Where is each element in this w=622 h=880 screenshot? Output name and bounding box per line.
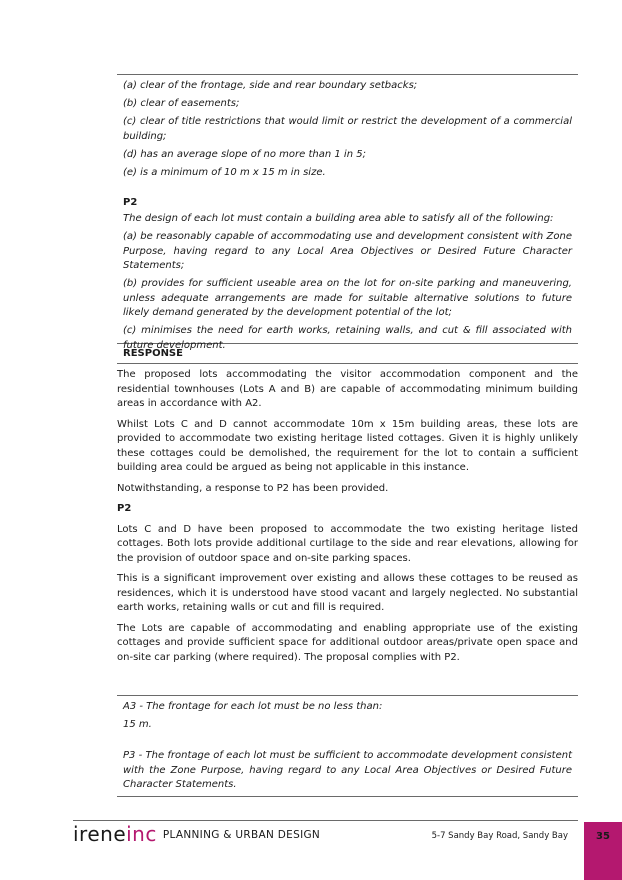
response-body <box>117 368 578 671</box>
criteria-item: (d) has an average slope of no more than 1 in 5; <box>123 148 366 160</box>
criteria-box-a2-p2 <box>117 74 578 351</box>
spacer <box>117 184 578 196</box>
response-paragraph: The proposed lots accommodating the visitor accommodation component and the residential townhouses (Lots A and B) are capable of accommodating minimum building areas in accordance with A2. <box>117 369 578 409</box>
a3-text: A3 - The frontage for each lot must be no less than: <box>123 701 383 712</box>
brand-name-part2: inc <box>126 822 157 846</box>
response-paragraph: Notwithstanding, a response to P2 has been provided. <box>117 482 389 494</box>
spacer <box>117 735 578 749</box>
a3-value: 15 m. <box>123 718 152 730</box>
criteria-item: (c) clear of title restrictions that would limit or restrict the development of a commercial building; <box>123 116 572 142</box>
brand-logo <box>73 822 320 846</box>
criteria-item: (b) provides for sufficient useable area on the lot for on-site parking and maneuvering, unless adequate arrangements are made for suitable alternative solutions to future likely demand generated by the development potential of the lot; <box>123 278 572 318</box>
page-number: 35 <box>584 822 622 880</box>
footer-address: 5-7 Sandy Bay Road, Sandy Bay <box>431 831 568 841</box>
response-paragraph: Lots C and D have been proposed to accommodate the two existing heritage listed cottages. Both lots provide additional curtilage to the side and rear elevations, allowing for the provision of outdoor space and on-site parking spaces. <box>117 523 578 564</box>
response-paragraph: Whilst Lots C and D cannot accommodate 10m x 15m building areas, these lots are provided to accommodate two existing heritage listed cottages. Given it is highly unlikely these cottages could be demolished, the requirement for the lot to contain a sufficient building area could be argued as being not applicable in this instance. <box>117 418 578 473</box>
p2-heading: P2 <box>123 196 138 208</box>
p3-text: P3 - The frontage of each lot must be sufficient to accommodate development consistent with the Zone Purpose, having regard to any Local Area Objectives or Desired Future Character Statements. <box>123 750 572 790</box>
criteria-item: (a) clear of the frontage, side and rear boundary setbacks; <box>123 80 418 91</box>
criteria-box-a3-p3 <box>117 695 578 797</box>
brand-tagline: PLANNING & URBAN DESIGN <box>162 829 321 841</box>
response-heading: RESPONSE <box>117 344 578 364</box>
criteria-item: (b) clear of easements; <box>123 98 240 109</box>
brand-name-part1: irene <box>73 822 127 846</box>
criteria-item: (c) minimises the need for earth works, retaining walls, and cut & fill associated with future development. <box>123 325 572 351</box>
response-p2-heading: P2 <box>117 503 132 514</box>
criteria-item: (e) is a minimum of 10 m x 15 m in size. <box>123 166 326 178</box>
footer-divider <box>73 820 578 821</box>
response-paragraph: This is a significant improvement over existing and allows these cottages to be reused as residences, which it is understood have stood vacant and largely neglected. No substantial earth works, retaining walls or cut and fill is required. <box>117 573 578 613</box>
criteria-item: (a) be reasonably capable of accommodating use and development consistent with Zone Purpose, having regard to any Local Area Objectives or Desired Future Character Statements; <box>123 231 572 271</box>
response-paragraph: The Lots are capable of accommodating and enabling appropriate use of the existing cottages and provide sufficient space for additional outdoor areas/private open space and on-site car parking (where required). The proposal complies with P2. <box>117 622 578 663</box>
p2-intro: The design of each lot must contain a building area able to satisfy all of the following: <box>123 213 554 224</box>
